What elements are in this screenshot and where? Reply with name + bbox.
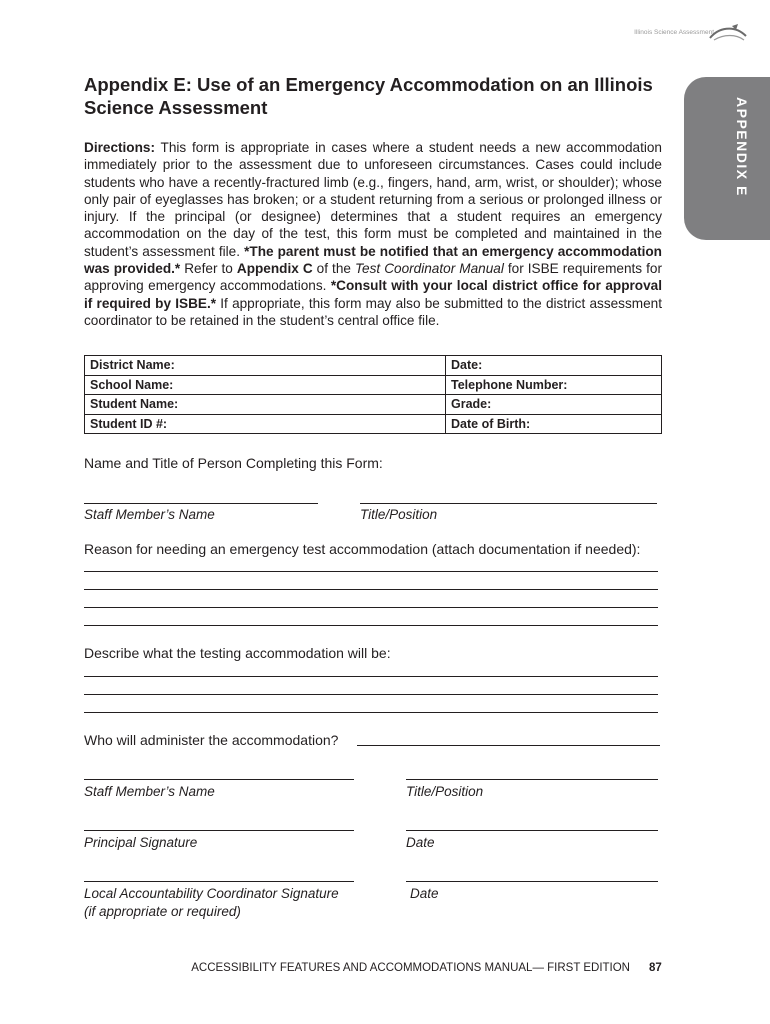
- date-caption-1: Date: [406, 835, 435, 850]
- student-name-field[interactable]: Student Name:: [85, 395, 446, 415]
- lac-signature-line[interactable]: [84, 881, 354, 882]
- describe-line-1[interactable]: [84, 676, 658, 677]
- directions-text-2: Refer to: [180, 261, 237, 277]
- lac-signature-caption: Local Accountability Coordinator Signature: [84, 886, 339, 901]
- title-position-caption: Title/Position: [360, 507, 438, 522]
- date-caption-2: Date: [410, 886, 439, 901]
- principal-signature-caption: Principal Signature: [84, 835, 198, 850]
- table-row: [85, 375, 662, 395]
- describe-line-3[interactable]: [84, 712, 658, 713]
- directions-paragraph: [84, 139, 662, 329]
- directions-bold-1: *The parent must be notified that an emergency accommodation was provided.*: [84, 243, 662, 277]
- title-position-caption-2: Title/Position: [406, 784, 484, 799]
- appendix-side-tab: [684, 77, 770, 240]
- directions-text-1: This form is appropriate in cases where a student needs a new accommodation immediately prior to the assessment due to unforeseen circumstances. Cases could include students who have a recently-fractured limb (e.g., fingers, hand, arm, wrist, or shoulder); whose only pair of eyeglasses has broken; or a student returning from a serious or prolonged illness or injury. If the principal (or designee) determines that a student requires an emergency accommodation on the day of the test, this form must be completed and maintained in the student’s assessment file.: [84, 140, 662, 259]
- student-id-field[interactable]: Student ID #:: [85, 414, 446, 434]
- who-prompt: Who will administer the accommodation?: [84, 732, 339, 748]
- lac-note: (if appropriate or required): [84, 904, 241, 919]
- directions-text-3: of the: [312, 261, 355, 277]
- who-line[interactable]: [357, 745, 660, 746]
- reason-line-4[interactable]: [84, 625, 658, 626]
- header-logo: [618, 22, 748, 46]
- reason-prompt: Reason for needing an emergency test accommodation (attach documentation if needed):: [84, 541, 641, 557]
- date-of-birth-field[interactable]: Date of Birth:: [446, 414, 662, 434]
- staff-name-caption-2: Staff Member’s Name: [84, 784, 215, 799]
- reason-line-2[interactable]: [84, 589, 658, 590]
- swoosh-icon: [708, 22, 748, 46]
- directions-label: Directions:: [84, 140, 156, 155]
- footer-text: ACCESSIBILITY FEATURES AND ACCOMMODATIONS MANUAL— FIRST EDITION: [191, 962, 630, 974]
- school-name-field[interactable]: School Name:: [85, 375, 446, 395]
- logo-text: Illinois Science Assessment: [634, 29, 714, 36]
- principal-signature-line[interactable]: [84, 830, 354, 831]
- reason-line-1[interactable]: [84, 571, 658, 572]
- title-position-line-2[interactable]: [406, 779, 658, 780]
- student-info-table: [84, 355, 662, 434]
- directions-text-4: for ISBE requirements for approving emergency accommodations.: [84, 261, 662, 294]
- reason-line-3[interactable]: [84, 607, 658, 608]
- title-position-line[interactable]: [360, 503, 657, 504]
- side-tab-label: APPENDIX E: [734, 97, 750, 197]
- table-row: [85, 356, 662, 376]
- district-name-field[interactable]: District Name:: [85, 356, 446, 376]
- title-line-1: Appendix E: Use of an Emergency Accommodation on an Illinois: [84, 74, 653, 95]
- directions-bold-2: Appendix C: [236, 261, 313, 277]
- grade-field[interactable]: Grade:: [446, 395, 662, 415]
- staff-name-line[interactable]: [84, 503, 318, 504]
- table-row: [85, 414, 662, 434]
- date-line-2[interactable]: [406, 881, 658, 882]
- telephone-number-field[interactable]: Telephone Number:: [446, 375, 662, 395]
- describe-line-2[interactable]: [84, 694, 658, 695]
- page-number: 87: [649, 962, 662, 974]
- describe-prompt: Describe what the testing accommodation will be:: [84, 645, 391, 661]
- title-line-2: Science Assessment: [84, 97, 268, 118]
- page-title: [84, 73, 674, 119]
- directions-text-5: If appropriate, this form may also be submitted to the district assessment coordinator to be retained in the student’s central office file.: [84, 295, 662, 328]
- date-field[interactable]: Date:: [446, 356, 662, 376]
- staff-name-line-2[interactable]: [84, 779, 354, 780]
- date-line-1[interactable]: [406, 830, 658, 831]
- directions-bold-3: *Consult with your local district office for approval if required by ISBE.*: [84, 278, 662, 311]
- name-title-prompt: Name and Title of Person Completing this Form:: [84, 455, 383, 471]
- directions-italic-1: Test Coordinator Manual: [354, 261, 504, 277]
- staff-name-caption: Staff Member’s Name: [84, 507, 215, 522]
- table-row: [85, 395, 662, 415]
